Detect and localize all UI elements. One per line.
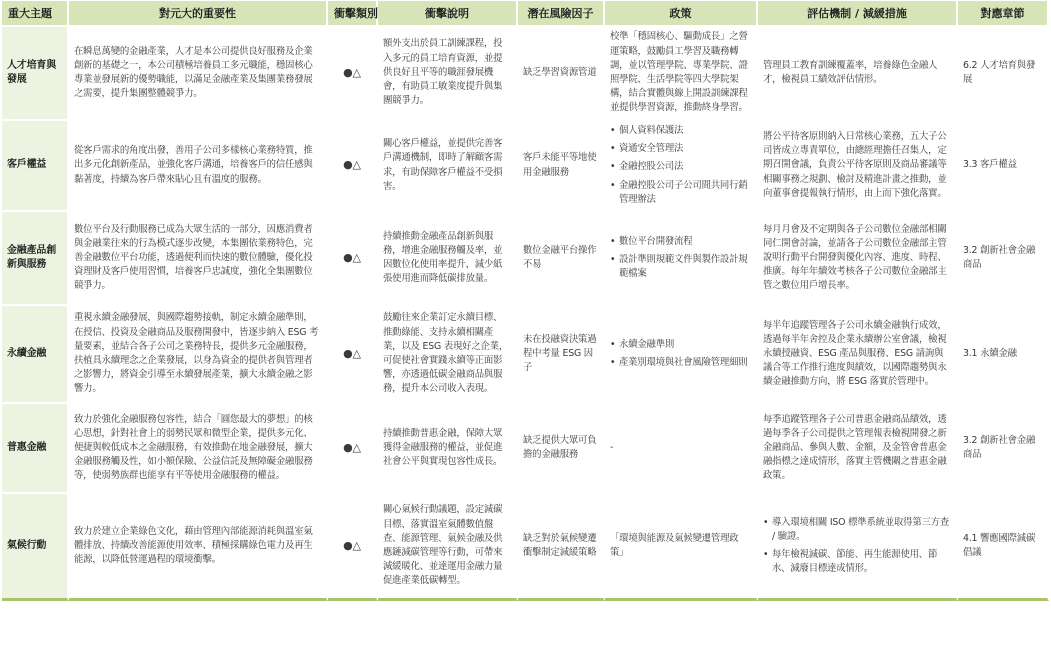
risk-cell: 數位金融平台操作不易 [518,212,605,306]
risk-cell: 缺乏提供大眾可負擔的金融服務 [518,404,605,494]
topic-cell: 金融產品創新與服務 [2,212,69,306]
risk-cell: 客戶未能平等地使用金融服務 [518,121,605,212]
importance-cell: 致力於建立企業綠色文化，藉由管理內部能源消耗與溫室氣體排放、持續改善能源使用效率、積極採購綠色電力及再生能源，以降低營運過程的環境衝擊。 [69,494,328,601]
measures-cell: 每季追蹤管理各子公司普惠金融商品績效，透過每季各子公司提供之管理報表檢視開發之新金融商品、參與人數、金額，及金管會普惠金融指標之達成情形，落實主管機關之普惠金融政策。 [758,404,958,494]
chapter-cell: 3.2 創新社會金融商品 [958,212,1049,306]
policy-text: 「環境與能源及氣候變遷管理政策」 [610,532,739,559]
risk-cell: 缺乏對於氣候變遷衝擊制定減緩策略 [518,494,605,601]
impact-desc-cell: 持續推動普惠金融，保障大眾獲得金融服務的權益，並促進社會公平與實現包容性成長。 [378,404,518,494]
impact-type-cell: ●△ [328,494,378,601]
impact-desc-cell: 額外支出於員工訓練課程，投入多元的員工培育資源，並提供良好且平等的職涯發展機會，有助員工敏業度提升與集團競爭力。 [378,27,518,121]
chapter-cell: 6.2 人才培育與發展 [958,27,1049,121]
policy-item: • 設計準則規範文件與製作設計規範檔案 [610,253,751,281]
measure-item: • 導入環境相關 ISO 標準系統並取得第三方查 / 驗證。 [763,516,951,544]
header-impact-desc: 衝擊說明 [378,1,518,27]
chapter-cell: 3.3 客戶權益 [958,121,1049,212]
table-row [2,212,1049,306]
chapter-cell: 3.1 永續金融 [958,306,1049,404]
header-chapter: 對應章節 [958,1,1049,27]
policy-cell [605,27,758,121]
impact-type-cell: ●△ [328,121,378,212]
measures-cell: 每月月會及不定期與各子公司數位金融部相關同仁開會討論，並請各子公司數位金融部主管說明行動平台開發與優化內容、進度、時程、推廣。每年年續效考核各子公司數位金融部主管之數位用戶增長率。 [758,212,958,306]
header-measures: 評估機制 / 減緩措施 [758,1,958,27]
chapter-cell: 3.2 創新社會金融商品 [958,404,1049,494]
impact-type-cell: ●△ [328,306,378,404]
header-impact-type: 衝擊類別 [328,1,378,27]
policy-cell [605,212,758,306]
policy-item: • 產業別環境與社會風險管理細則 [610,356,751,370]
policy-cell [605,404,758,494]
measures-cell: 每半年追蹤管理各子公司永續金融執行成效，透過每半年舍控及企業永續辦公室會議，檢視永續授融資、ESG 產品與服務、ESG 請詢與議合等工作推行進度與績效，以國際趨勢與永續金融推動方向，將 ESG 落實於管理中。 [758,306,958,404]
chapter-cell: 4.1 響應國際減碳倡議 [958,494,1049,601]
topic-cell: 客戶權益 [2,121,69,212]
impact-desc-cell: 持續推動金融產品創新與服務，增進金融服務觸及率，並因數位化使用率提升，減少紙張使用進而降低碳排放量。 [378,212,518,306]
importance-cell: 在瞬息萬變的金融產業，人才是本公司提供良好服務及企業創新的基礎之一，本公司積極培養員工多元職能，穩固核心專業並發展新的優勢職能，以滿足金融產業及集團業務發展之需要，提升集團整體競爭力。 [69,27,328,121]
policy-cell [605,494,758,601]
measure-item: • 每年檢視減碳、節能、再生能源使用、節水、減廢目標達成情形。 [763,548,951,576]
table-row [2,494,1049,601]
policy-cell [605,121,758,212]
measures-cell [758,494,958,601]
risk-cell: 缺乏學習資源管道 [518,27,605,121]
impact-desc-cell: 鼓勵往來企業訂定永續目標、推動綠能、支持永續相關產業，以及 ESG 表現好之企業，可促使社會實踐永續等正面影響，亦透過低碳金融商品與服務，提升本公司收入表現。 [378,306,518,404]
header-risk: 潛在風險因子 [518,1,605,27]
importance-cell: 數位平台及行動服務已成為大眾生活的一部分，因應消費者與金融業往來的行為模式逐步改變，本集團依業務特色，完善金融數位平台功能，透過便利而快速的數位體驗，優化投資理財及客戶使用習慣，培養客戶忠誠度，強化全集團數位競爭力。 [69,212,328,306]
table-row [2,306,1049,404]
header-policy: 政策 [605,1,758,27]
policy-item: • 資通安全管理法 [610,142,751,156]
policy-item: • 金融控股公司法 [610,160,751,174]
topic-cell: 普惠金融 [2,404,69,494]
topic-cell: 永續金融 [2,306,69,404]
header-topic: 重大主題 [2,1,69,27]
policy-text: - [610,441,614,453]
topic-cell: 人才培育與發展 [2,27,69,121]
policy-item: • 數位平台開發流程 [610,235,751,249]
risk-cell: 未在投融資決策過程中考量 ESG 因子 [518,306,605,404]
importance-cell: 重視永續金融發展，與國際趨勢接軌，制定永續金融準則，在授信、投資及金融商品及服務開發中，皆逐步納入 ESG 考量要素，並結合各子公司之業務特長，提供多元金融服務，扶植具永續理念之企業發展，以身為資金的提供者與管理者之影響力，將資金引導至永續發展產業，擴大永續金融之影響力。 [69,306,328,404]
table-row [2,121,1049,212]
policy-cell [605,306,758,404]
material-topics-table [2,1,1049,601]
impact-type-cell: ●△ [328,27,378,121]
impact-type-cell: ●△ [328,404,378,494]
table-row [2,27,1049,121]
importance-cell: 致力於強化金融服務包容性，結合「圓您最大的夢想」的核心思想，針對社會上的弱勢民眾和微型企業，提供多元化、便捷與較低成本之金融服務，有效推動在地金融發展，擴大金融服務觸及性，如小額保險、公益信託及無障礙金融服務等，使弱勢族群也能享有平等使用金融服務的權益。 [69,404,328,494]
policy-item: • 個人資料保護法 [610,124,751,138]
impact-desc-cell: 關心氣候行動議題，設定減碳目標、落實溫室氣體數值盤查、能源管理、氣候金融及供應鏈減碳管理等行動，可帶來減緩暖化、並達運用金融力量促進產業低碳轉型。 [378,494,518,601]
table-header-row [2,1,1049,27]
impact-desc-cell: 關心客戶權益，並提供完善客戶溝通機制，即時了解顧客需求，有助保障客戶權益不受損害。 [378,121,518,212]
measures-cell: 管理員工教育訓練覆蓋率，培養綠色金融人才，檢視員工績效評估情形。 [758,27,958,121]
policy-item: • 金融控股公司子公司間共同行銷管理辦法 [610,179,751,207]
policy-text: 校準「穩固核心、驅動成長」之營運策略，鼓勵員工學習及職務轉調，並以管理學院、專業學院、證照學院、生活學院等四大學院架構，結合實體與線上開設訓練課程並提供學習資源，推動終身學習。 [610,31,748,114]
impact-type-cell: ●△ [328,212,378,306]
header-importance: 對元大的重要性 [69,1,328,27]
measures-cell: 將公平待客原則納入日常核心業務，五大子公司皆成立專責單位，由總經理擔任召集人，定期召開會議，負責公平待客原則及商品審議等相關事務之規劃、檢討及精進計畫之推動，並向董事會提報執行情形，由上而下強化落實。 [758,121,958,212]
importance-cell: 從客戶需求的角度出發，善用子公司多樣核心業務特質，推出多元化創新產品，並強化客戶溝通，培養客戶的信任感與黏著度，持續為客戶帶來貼心且有溫度的服務。 [69,121,328,212]
topic-cell: 氣候行動 [2,494,69,601]
table-row [2,404,1049,494]
policy-item: • 永續金融準則 [610,338,751,352]
